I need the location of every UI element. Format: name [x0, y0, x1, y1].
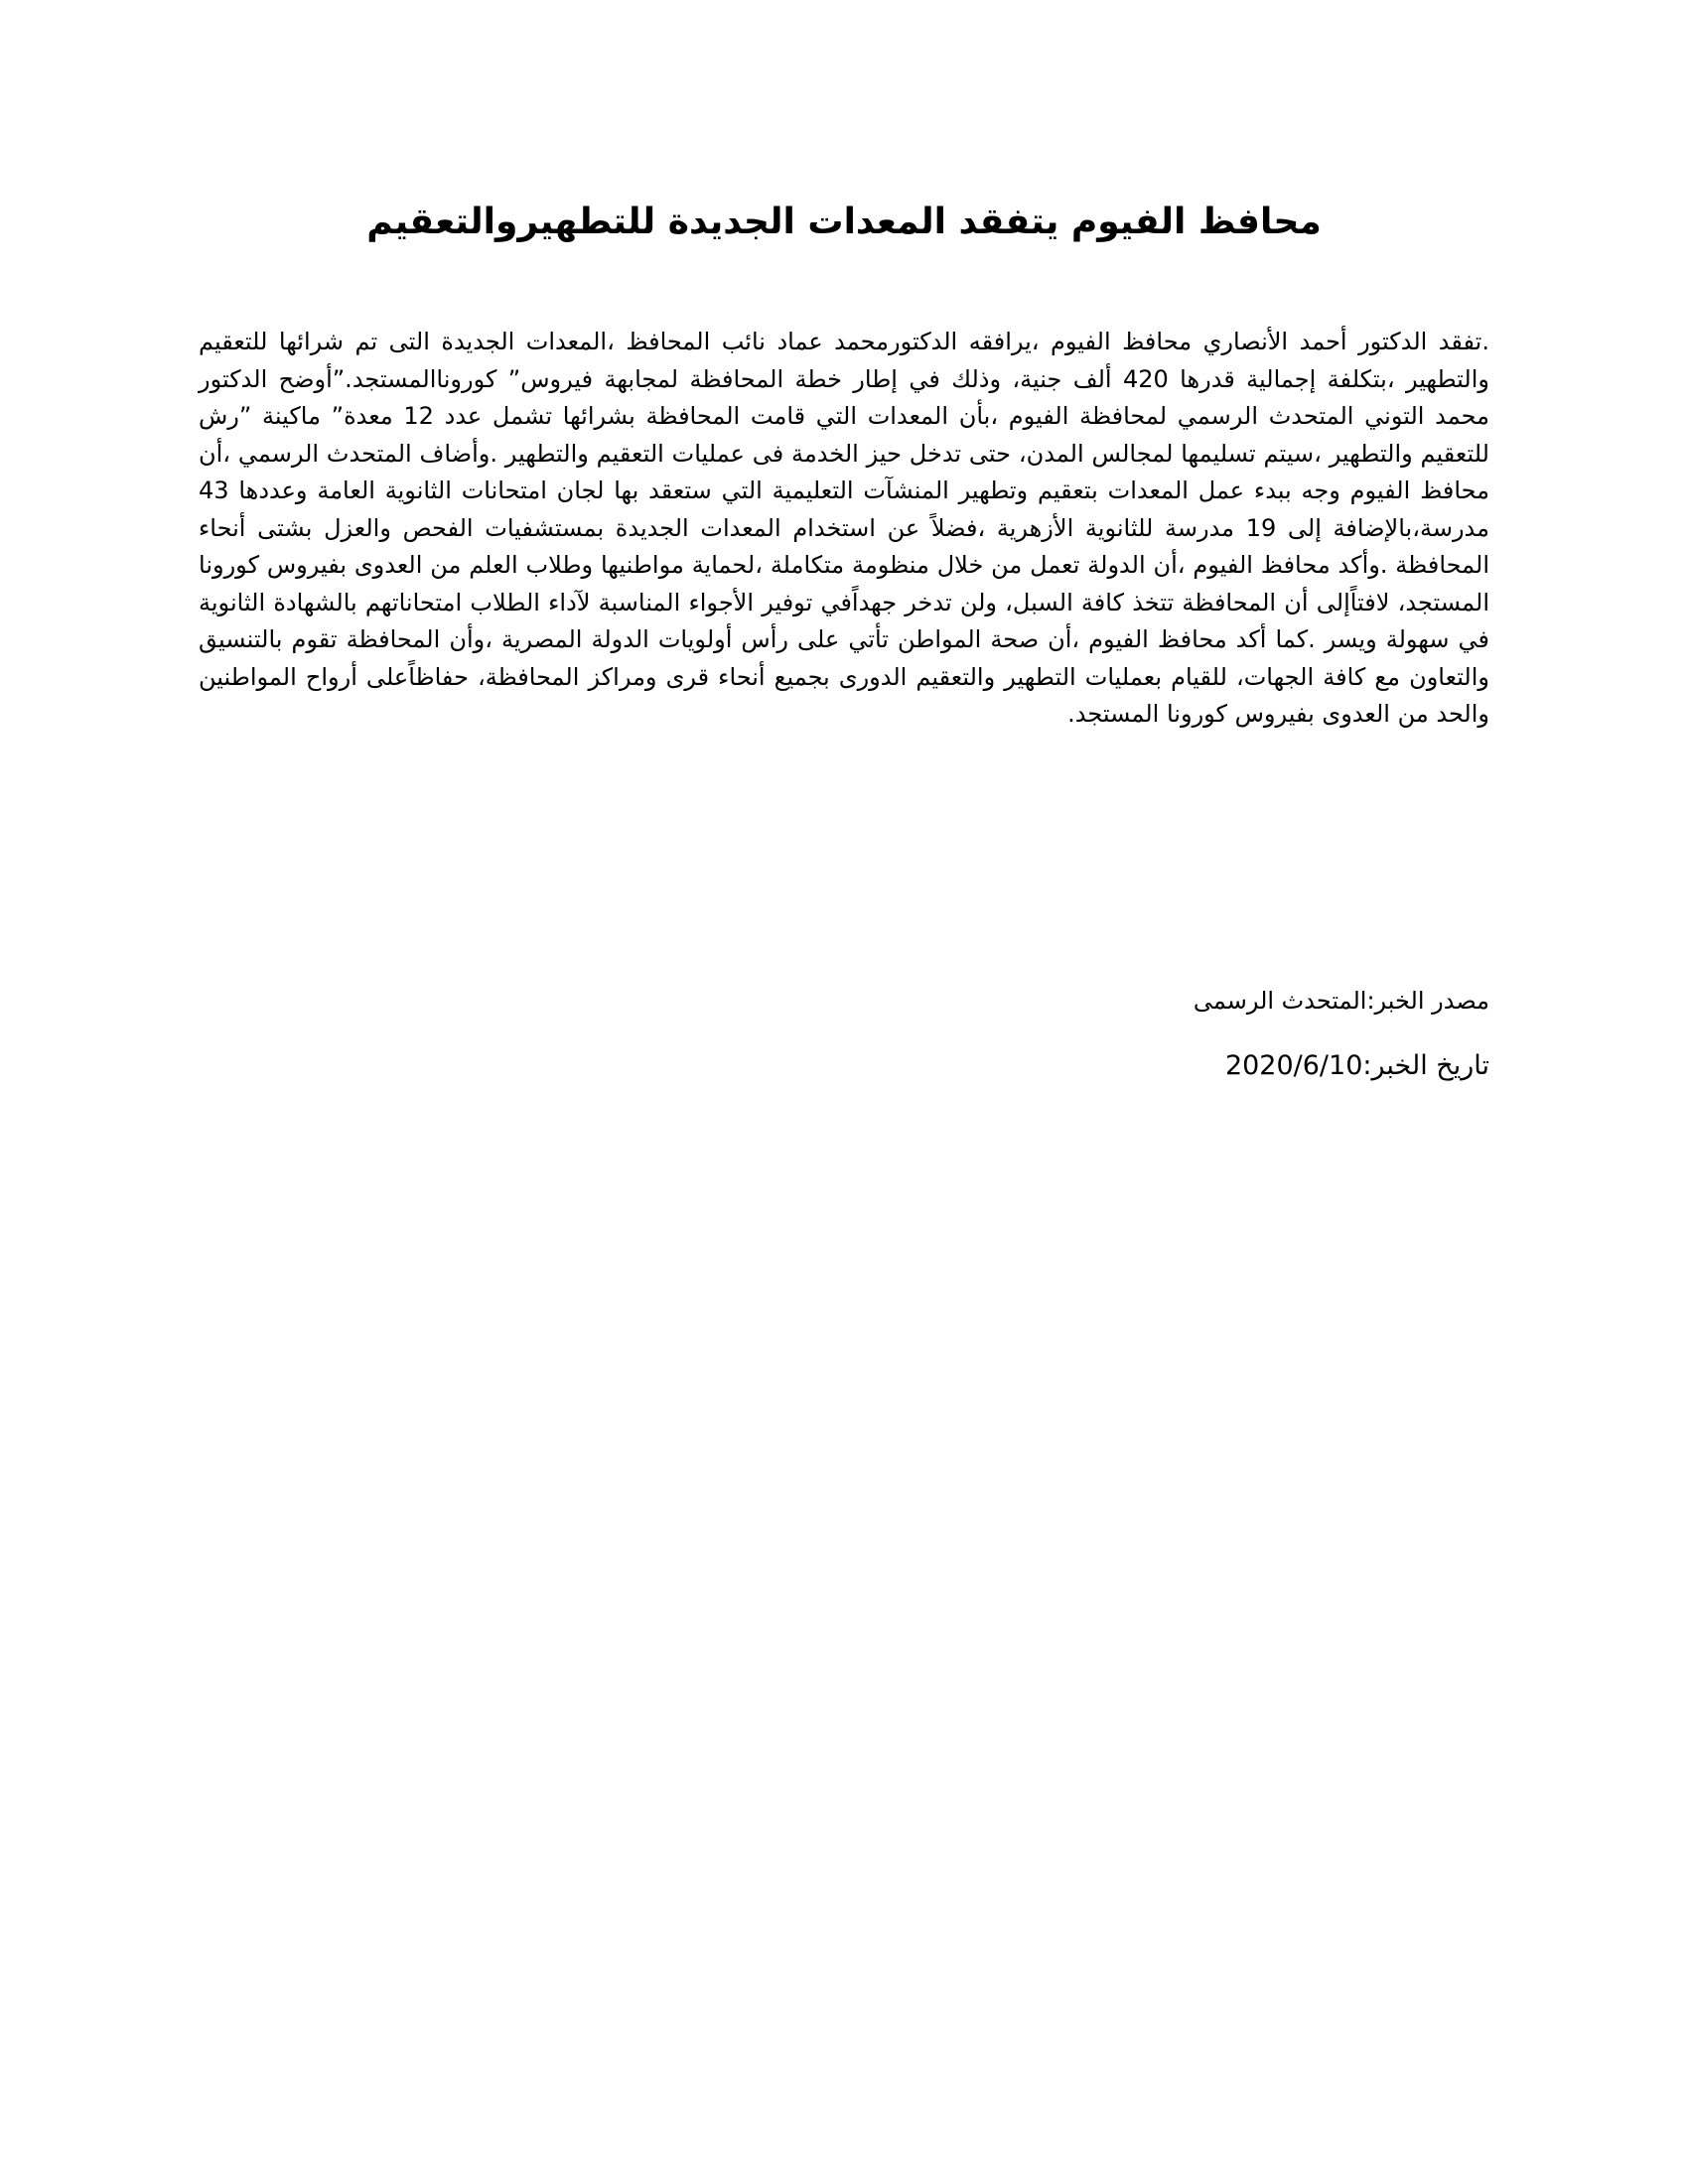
- news-source: مصدر الخبر:المتحدث الرسمى: [1193, 987, 1489, 1015]
- news-date: تاريخ الخبر:2020/6/10: [1224, 1050, 1489, 1081]
- document-title: محافظ الفيوم يتفقد المعدات الجديدة للتطهيروالتعقيم: [366, 202, 1322, 242]
- article-body: .تفقد الدكتور أحمد الأنصاري محافظ الفيوم ،يرافقه الدكتورمحمد عماد نائب المحافظ ،المعدات الجديدة التى تم شرائها للتعقيم والتطهير ،بتكلفة إجمالية قدرها 420 ألف جنية، وذلك في إطار خطة المحافظة لمجابهة فيروس” كوروناالمستجد.”أوضح الدكتور محمد التوني المتحدث الرسمي لمحافظة الفيوم ،بأن المعدات التي قامت المحافظة بشرائها تشمل عدد 12 معدة” ماكينة ”رش للتعقيم والتطهير ،سيتم تسليمها لمجالس المدن، حتى تدخل حيز الخدمة فى عمليات التعقيم والتطهير .وأضاف المتحدث الرسمي ،أن محافظ الفيوم وجه ببدء عمل المعدات بتعقيم وتطهير المنشآت التعليمية التي ستعقد بها لجان امتحانات الثانوية العامة وعددها 43 مدرسة،بالإضافة إلى 19 مدرسة للثانوية الأزهرية ،فضلاً عن استخدام المعدات الجديدة بمستشفيات الفحص والعزل بشتى أنحاء المحافظة .وأكد محافظ الفيوم ،أن الدولة تعمل من خلال منظومة متكاملة ،لحماية مواطنيها وطلاب العلم من العدوى بفيروس كورونا المستجد، لافتاًإلى أن المحافظة تتخذ كافة السبل، ولن تدخر جهداًفي توفير الأجواء المناسبة لآداء الطلاب امتحاناتهم بالشهادة الثانوية في سهولة ويسر .كما أكد محافظ الفيوم ،أن صحة المواطن تأتي على رأس أولويات الدولة المصرية ،وأن المحافظة تقوم بالتنسيق والتعاون مع كافة الجهات، للقيام بعمليات التطهير والتعقيم الدورى بجميع أنحاء قرى ومراكز المحافظة، حفاظاًعلى أرواح المواطنين والحد من العدوى بفيروس كورونا المستجد.: [199, 328, 1490, 728]
